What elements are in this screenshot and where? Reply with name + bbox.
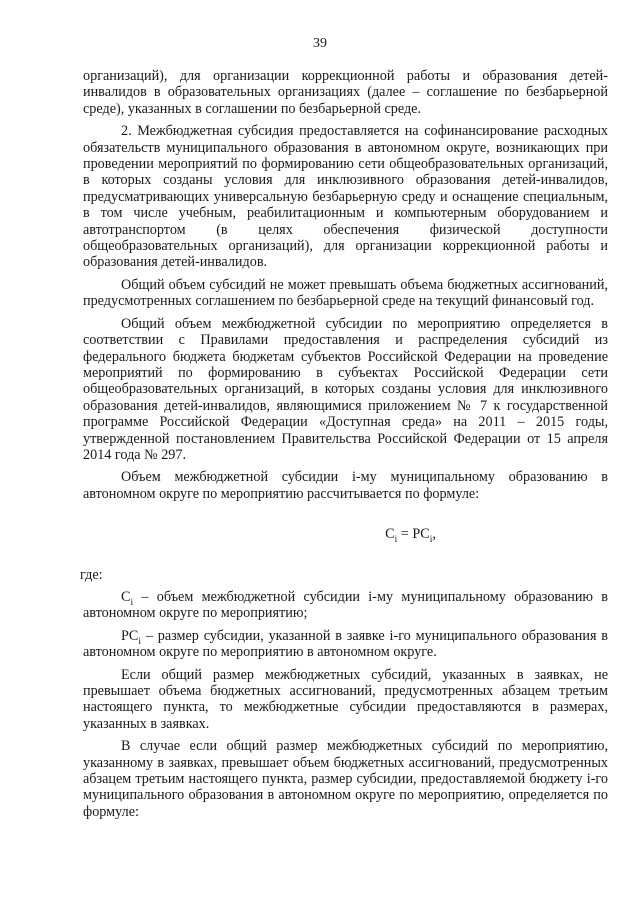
formula-lhs: C bbox=[385, 526, 395, 543]
definition-ci bbox=[83, 589, 608, 622]
formula-end: , bbox=[432, 526, 436, 543]
document-body bbox=[80, 68, 608, 826]
definition-pci bbox=[83, 628, 608, 661]
where-label: где: bbox=[80, 566, 103, 583]
paragraph-total-limit: Общий объем субсидий не может превышать объема бюджетных ассигнований, предусмотренных соглашением по безбарьерной среде на текущий финансовый год. bbox=[83, 276, 608, 310]
paragraph-total-volume: Общий объем межбюджетной субсидии по мероприятию определяется в соответствии с Правилами предоставления и распределения субсидий из федерального бюджета бюджетам субъектов Российской Федерации на проведение мероприятий по формированию в субъектах Российской Федерации сети общеобразовательных организаций, в которых созданы условия для инклюзивного образования детей-инвалидов, являющимися приложением № 7 к государственной программе Российской Федерации «Доступная среда» на 2011 – 2015 годы, утвержденной постановлением Правительства Российской Федерации от 15 апреля 2014 года № 297. bbox=[83, 315, 608, 463]
paragraph-within-limit: Если общий размер межбюджетных субсидий, указанных в заявках, не превышает объема бюджетных ассигнований, предусмотренных абзацем третьим настоящего пункта, то межбюджетные субсидии предоставляются в размерах, указанных в заявках. bbox=[83, 666, 608, 732]
paragraph-continuation: организаций), для организации коррекционной работы и образования детей-инвалидов в образовательных организациях (далее – соглашение по безбарьерной среде), указанных в соглашении по безбарьерной среде. bbox=[83, 68, 608, 117]
paragraph-item-2: 2. Межбюджетная субсидия предоставляется на софинансирование расходных обязательств муниципального образования в автономном округе, возникающих при проведении мероприятий по формированию сети общеобразовательных организаций, в которых созданы условия для инклюзивного образования детей-инвалидов, предусматривающих универсальную безбарьерную среду и оснащение специальным, в том числе учебным, реабилитационным и компьютерным оборудованием и автотранспортом (в целях обеспечения физической доступности общеобразовательных организаций), для организации коррекционной работы и образования детей-инвалидов. bbox=[83, 123, 608, 271]
formula-lhs-sub: i bbox=[394, 534, 398, 545]
definition-ci-text: – объем межбюджетной субсидии i-му муниципальному образованию в автономном округе по мероприятию; bbox=[83, 588, 608, 622]
paragraph-formula-intro: Объем межбюджетной субсидии i-му муниципальному образованию в автономном округе по мероприятию рассчитывается по формуле: bbox=[83, 469, 608, 502]
formula-eq: = PC bbox=[397, 526, 430, 543]
definition-pci-text: – размер субсидии, указанной в заявке i-го муниципального образования в автономном округе по мероприятию в автономном округе. bbox=[83, 627, 608, 661]
definition-ci-sub: i bbox=[130, 597, 134, 608]
formula bbox=[83, 526, 608, 545]
paragraph-exceeds-limit: В случае если общий размер межбюджетных субсидий по мероприятию, указанному в заявках, превышает объем бюджетных ассигнований, предусмотренных абзацем третьим настоящего пункта, размер субсидии, предоставляемой бюджету i-го муниципального образования в автономном округе по мероприятию, определяется по формуле: bbox=[83, 738, 608, 820]
page-number: 39 bbox=[313, 36, 327, 51]
definition-ci-symbol: C bbox=[121, 588, 131, 605]
definition-pci-sub: i bbox=[138, 636, 141, 647]
formula-rhs-sub: i bbox=[429, 534, 433, 545]
definition-pci-symbol: PC bbox=[121, 627, 139, 644]
